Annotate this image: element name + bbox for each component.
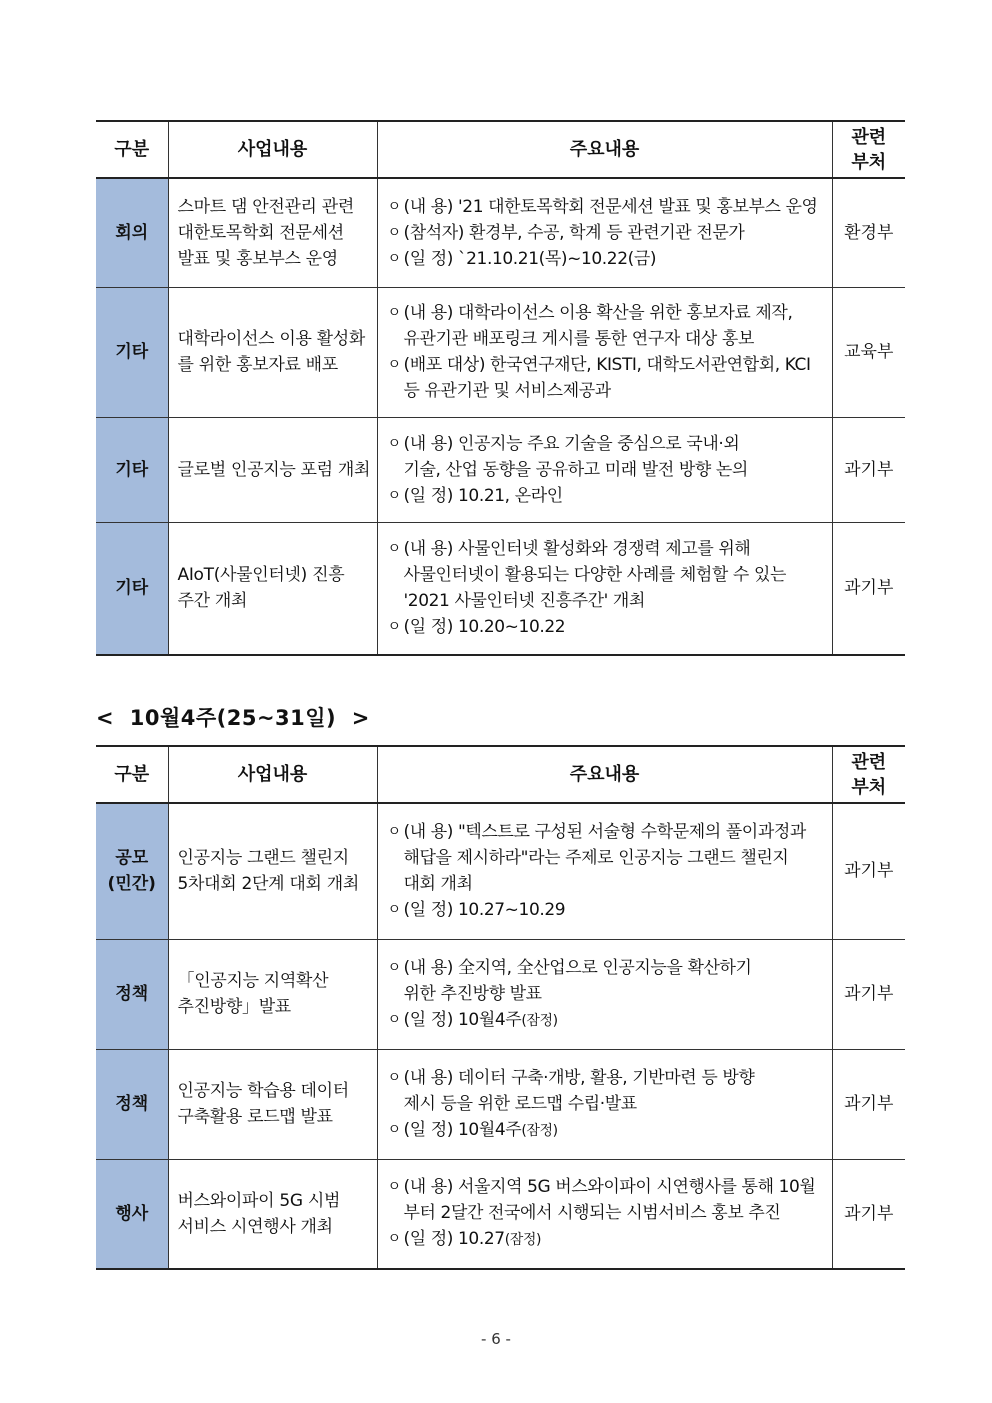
bullet-marker: ㅇ [387,198,401,215]
bullet-marker: ㅇ [387,541,401,558]
table-row [96,522,905,655]
detail-line [404,871,824,897]
category-cell: 기타 [96,287,168,417]
detail-line [404,614,824,640]
business-cell [168,1159,377,1269]
detail-line-text: '2021 사물인터넷 진흥주간' 개최 [403,591,645,612]
detail-item [388,819,824,897]
bullet-marker: ㅇ [387,435,401,452]
detail-line-text: (내 용) 인공지능 주요 기술을 중심으로 국내·외 [403,433,740,454]
detail-text [404,300,824,352]
detail-text [404,1117,824,1144]
department-cell: 과기부 [832,939,905,1049]
detail-text [404,246,824,272]
business-line: 스마트 댐 안전관리 관련 [177,196,355,217]
bullet-marker: ㅇ [387,1231,401,1248]
detail-line-text: 제시 등을 위한 로드맵 수립·발표 [403,1093,637,1114]
detail-note: (잠정) [504,1232,542,1249]
detail-line-text: (내 용) '21 대한토목학회 전문세션 발표 및 홍보부스 운영 [403,196,818,217]
business-line: 발표 및 홍보부스 운영 [177,248,338,269]
detail-line-text: (내 용) "텍스트로 구성된 서술형 수학문제의 풀이과정과 [403,822,806,843]
header-department [832,121,905,178]
detail-line [404,536,824,562]
detail-line-text: 부터 2달간 전국에서 시행되는 시범서비스 홍보 추진 [403,1203,781,1224]
detail-line [404,431,824,457]
table-row [96,803,905,939]
business-cell [168,803,377,939]
category-cell: 공모 (민간) [96,803,168,939]
business-line: 추진방향」발표 [177,997,291,1017]
detail-line [404,326,824,352]
detail-line-text: 유관기관 배포링크 게시를 통한 연구자 대상 홍보 [403,329,754,349]
detail-line [404,378,824,404]
business-cell [168,1049,377,1159]
detail-line-text: 사물인터넷이 활용되는 다양한 사례를 체험할 수 있는 [403,565,787,586]
detail-text [404,1065,824,1117]
detail-item [388,897,824,923]
detail-line-text: (일 정) `21.10.21(목)~10.22(금) [403,248,657,269]
business-line: 「인공지능 지역확산 [177,971,329,991]
detail-line [404,220,824,246]
business-cell [168,522,377,655]
detail-line-text: (일 정) 10.20~10.22 [403,617,566,638]
business-cell [168,178,377,287]
detail-line [404,1226,824,1253]
details-cell [377,417,832,522]
bullet-marker: ㅇ [387,357,401,373]
detail-text [404,614,824,640]
detail-line-text: (내 용) 데이터 구축·개방, 활용, 기반마련 등 방향 [403,1067,755,1088]
header-department-line2: 부처 [851,151,887,173]
detail-line [404,1065,824,1091]
business-line: 서비스 시연행사 개최 [177,1216,333,1237]
table-row [96,1049,905,1159]
detail-note: (잠정) [521,1122,558,1139]
detail-item [388,1226,824,1253]
bullet-marker: ㅇ [387,1179,401,1196]
department-cell: 과기부 [832,1159,905,1269]
table-row [96,287,905,417]
detail-item [388,955,824,1007]
bullet-marker: ㅇ [387,487,401,504]
detail-line-text: (내 용) 全지역, 全산업으로 인공지능을 확산하기 [403,957,752,978]
header-department-line1: 관련 [851,126,887,148]
detail-line-text: (참석자) 환경부, 수공, 학계 등 관련기관 전문가 [403,222,745,243]
header-business: 사업내용 [168,121,377,178]
department-cell: 과기부 [832,522,905,655]
detail-line-text: (일 정) 10.27~10.29 [403,900,566,921]
details-cell [377,287,832,417]
details-cell [377,939,832,1049]
detail-line [404,194,824,220]
bullet-marker: ㅇ [387,250,401,267]
detail-line [404,483,824,509]
schedule-table-2 [96,745,905,1270]
detail-line [404,845,824,871]
detail-text [404,955,824,1007]
detail-text [404,220,824,246]
category-cell: 정책 [96,939,168,1049]
detail-line [404,981,824,1007]
details-cell [377,803,832,939]
detail-line [404,1117,824,1144]
detail-line-text: (배포 대상) 한국연구재단, KISTI, 대학도서관연합회, KCI [403,355,811,375]
bullet-marker: ㅇ [387,959,401,976]
table-row [96,1159,905,1269]
detail-text [404,536,824,614]
bullet-marker: ㅇ [387,902,401,919]
category-cell: 정책 [96,1049,168,1159]
bullet-marker: ㅇ [387,619,401,636]
business-line: 버스와이파이 5G 시범 [177,1190,341,1211]
detail-line-text: (일 정) 10.27 [403,1229,505,1250]
detail-line-text: 등 유관기관 및 서비스제공과 [403,381,611,401]
table-row [96,178,905,287]
detail-item [388,1065,824,1117]
detail-line [404,246,824,272]
detail-line [404,1007,824,1034]
detail-item [388,1117,824,1144]
department-cell: 교육부 [832,287,905,417]
detail-text [404,1007,824,1034]
bullet-marker: ㅇ [387,224,401,241]
section-heading: < 10월4주(25~31일) > [96,706,370,730]
header-department-line1: 관련 [851,751,887,773]
business-line: 주간 개최 [177,591,248,612]
detail-item [388,536,824,614]
detail-line [404,897,824,923]
header-category: 구분 [96,121,168,178]
business-line: 대한토목학회 전문세션 [177,222,344,243]
detail-item [388,1174,824,1226]
bullet-marker: ㅇ [387,1069,401,1086]
bullet-marker: ㅇ [387,1011,401,1028]
business-cell [168,287,377,417]
header-category: 구분 [96,746,168,803]
business-line: 인공지능 학습용 데이터 [177,1081,349,1101]
header-business: 사업내용 [168,746,377,803]
category-cell: 회의 [96,178,168,287]
details-cell [377,1159,832,1269]
details-cell [377,522,832,655]
business-line: 구축활용 로드맵 발표 [177,1107,333,1127]
category-cell: 기타 [96,522,168,655]
header-content: 주요내용 [377,121,832,178]
detail-text [404,819,824,897]
detail-item [388,194,824,220]
details-cell [377,1049,832,1159]
detail-line [404,1091,824,1117]
business-line: 5차대회 2단계 대회 개최 [177,874,359,895]
business-line: 를 위한 홍보자료 배포 [177,355,338,375]
details-cell [377,178,832,287]
detail-text [404,1174,824,1226]
detail-line-text: (일 정) 10월4주 [403,1119,522,1140]
header-department [832,746,905,803]
detail-line [404,562,824,588]
business-cell [168,417,377,522]
detail-line-text: 기술, 산업 동향을 공유하고 미래 발전 방향 논의 [403,459,748,480]
detail-line [404,457,824,483]
department-cell: 과기부 [832,1049,905,1159]
business-line: AIoT(사물인터넷) 진흥 [177,565,345,586]
header-content: 주요내용 [377,746,832,803]
detail-line [404,1174,824,1200]
detail-item [388,300,824,352]
detail-line [404,1200,824,1226]
table-row [96,939,905,1049]
detail-item [388,352,824,404]
detail-text [404,194,824,220]
detail-item [388,246,824,272]
detail-item [388,483,824,509]
department-cell: 과기부 [832,417,905,522]
business-line: 인공지능 그랜드 챌린지 [177,848,349,869]
detail-item [388,614,824,640]
detail-line-text: (내 용) 대학라이선스 이용 확산을 위한 홍보자료 제작, [403,303,793,323]
detail-text [404,1226,824,1253]
detail-line-text: 대회 개최 [403,874,473,895]
business-line: 글로벌 인공지능 포럼 개최 [177,459,371,480]
table-row [96,417,905,522]
category-cell: 행사 [96,1159,168,1269]
detail-item [388,1007,824,1034]
detail-line-text: (일 정) 10월4주 [403,1009,522,1030]
detail-line [404,819,824,845]
detail-text [404,352,824,404]
detail-line [404,352,824,378]
detail-item [388,220,824,246]
detail-line-text: (내 용) 사물인터넷 활성화와 경쟁력 제고를 위해 [403,539,751,560]
header-department-line2: 부처 [851,776,887,798]
detail-line [404,588,824,614]
business-line: 대학라이선스 이용 활성화 [177,329,366,349]
bullet-marker: ㅇ [387,1121,401,1138]
department-cell: 과기부 [832,803,905,939]
detail-item [388,431,824,483]
detail-text [404,897,824,923]
bullet-marker: ㅇ [387,305,401,321]
detail-note: (잠정) [521,1012,558,1029]
business-cell [168,939,377,1049]
detail-text [404,431,824,483]
detail-line-text: 위한 추진방향 발표 [403,983,542,1004]
detail-line [404,300,824,326]
detail-text [404,483,824,509]
detail-line-text: 해답을 제시하라"라는 주제로 인공지능 그랜드 챌린지 [403,848,789,869]
department-cell: 환경부 [832,178,905,287]
detail-line [404,955,824,981]
schedule-table-1 [96,120,905,656]
detail-line-text: (내 용) 서울지역 5G 버스와이파이 시연행사를 통해 10월 [403,1177,816,1198]
category-cell: 기타 [96,417,168,522]
detail-line-text: (일 정) 10.21, 온라인 [403,485,563,506]
bullet-marker: ㅇ [387,824,401,841]
page-number: - 6 - [481,1330,511,1348]
